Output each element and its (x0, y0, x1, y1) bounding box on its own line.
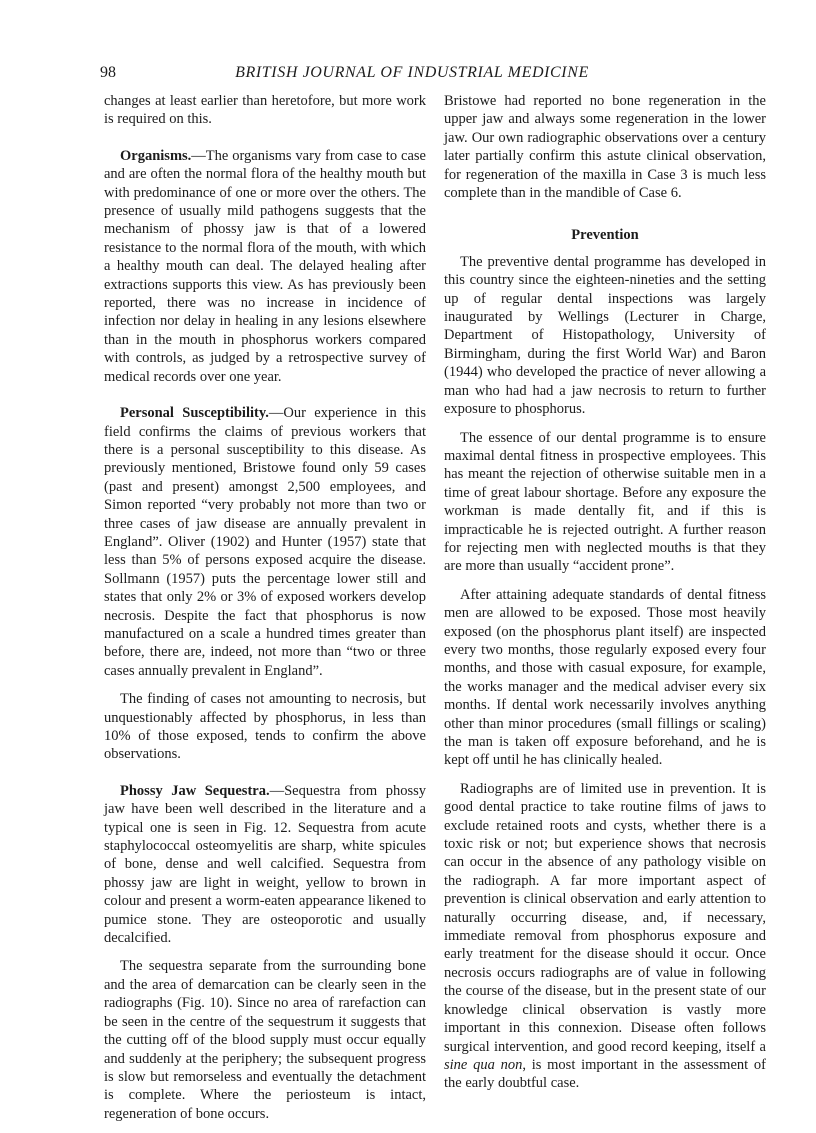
prevention-heading: Prevention (571, 227, 639, 244)
sequestra-heading: Phossy Jaw Sequestra. (120, 782, 270, 799)
paragraph-finding: The finding of cases not amounting to necrosis, but unquestionably affected by phosphorus, in less than 10% of those exposed, tends to confirm the above observations. (104, 691, 426, 763)
sequestra-text: —Sequestra from phossy jaw have been well described in the literature and a typical one is seen in Fig. 12. Sequestra from acute staphylococcal osteomyelitis are sharp, white spicules of bone, dense and well calcified. Sequestra from phossy jaw are light in weight, yellow to brown in colour and present a worm-eaten appearance likened to pumice stone. They are osteoporotic and usually decalcified. (104, 782, 426, 947)
paragraph-essence: The essence of our dental programme is to ensure maximal dental fitness in prospective employees. This has meant the rejection of otherwise suitable men in a time of great labour shortage. Before any exposure the workman is made dentally fit, and if this is impracticable he is rejected outright. A further reason for rejecting men with neglected mouths is that they are more than usually “accident prone”. (444, 429, 766, 575)
radiographs-text-start: Radiographs are of limited use in prevention. It is good dental practice to take routine films of jaws to exclude retained roots and cysts, whether there is a toxic risk or not; but experience shows that necrosis can occur in the absence of any pathology visible on the radiograph. A far more important aspect of prevention is clinical observation and early attention to naturally occurring disease, and, if necessary, immediate removal from phosphorus exposure and early treatment for the disease should it occur. Once necrosis occurs radiographs are of value in following the course of the disease, but in the present state of our knowledge clinical observation is vastly more important in this connexion. Disease often follows surgical intervention, and good record keeping, itself a (444, 780, 766, 1055)
paragraph-continuation: changes at least earlier than heretofore, but more work is required on this. (104, 93, 426, 128)
paragraph-radiographs (444, 780, 766, 1093)
running-header (100, 64, 724, 86)
paragraph-personal-susceptibility (104, 404, 426, 680)
organisms-heading: Organisms. (120, 147, 192, 164)
susceptibility-text: —Our experience in this field confirms the claims of previous workers that there is a personal susceptibility to this disease. As previously mentioned, Bristowe found only 59 cases (past and present) amongst 2,500 employees, and Simon reported “very probably not more than two or three cases of jaw disease are annually prevalent in England”. Oliver (1902) and Hunter (1957) state that less than 5% of persons exposed acquire the disease. Sollmann (1957) puts the percentage lower still and states that only 2% or 3% of exposed workers develop necrosis. Despite the fact that phosphorus is now manufactured on a scale a hundred times greater than before, there are, indeed, not more than “two or three cases annually prevalent in England”. (104, 405, 426, 679)
sine-qua-non-italic: sine qua non (444, 1056, 523, 1073)
paragraph-bristowe: Bristowe had reported no bone regeneration in the upper jaw and always some regeneration in the lower jaw. Our own radiographic observations over a century later partially confirm this astute clinical observation, for regeneration of the maxilla in Case 3 is much less complete than in the mandible of Case 6. (444, 93, 766, 202)
journal-title: BRITISH JOURNAL OF INDUSTRIAL MEDICINE (235, 64, 589, 81)
radiographs-text-end: , is most important in the assessment of the early doubtful case. (444, 1056, 766, 1092)
paragraph-programme: The preventive dental programme has developed in this country since the eighteen-nineties and the setting up of regular dental inspections was largely inaugurated by Wellings (Lecturer in Charge, Department of Histopathology, University of Birmingham, during the first World War) and Baron (1944) who developed the practice of never allowing a man who had had a jaw necrosis to return to further exposure to phosphorus. (444, 253, 766, 418)
page-number: 98 (100, 64, 116, 81)
susceptibility-heading: Personal Susceptibility. (120, 405, 269, 422)
paragraph-organisms (104, 147, 426, 386)
paragraph-sequestra-separate: The sequestra separate from the surrounding bone and the area of demarcation can be clearly seen in the radiographs (Fig. 10). Since no area of rarefaction can be seen in the centre of the sequestrum it suggests that the cutting off of the blood supply must occur equally and suddenly at the periphery; the subsequent progress is slow but remorseless and eventually the detachment is complete. Where the periosteum is intact, regeneration of bone occurs. (104, 958, 426, 1122)
right-column (444, 92, 766, 1103)
organisms-text: —The organisms vary from case to case and are often the normal flora of the healthy mouth but with predominance of one or more over the others. The presence of usually mild pathogens suggests that the mechanism of phossy jaw is that of a lowered resistance to the normal flora of the mouth, with which a healthy mouth can deal. The delayed healing after extractions supports this view. As has previously been reported, there was no increase in incidence of infection nor delay in healing in any lesions elsewhere than in the mouth in phosphorus workers compared with controls, as judged by a retrospective survey of medical records over one year. (104, 147, 426, 385)
left-column (104, 92, 426, 1133)
paragraph-attaining: After attaining adequate standards of dental fitness men are allowed to be exposed. Those most heavily exposed (on the phosphorus plant itself) are inspected every two months, those regularly exposed every four months, and those with casual exposure, for example, the works manager and the medical adviser every six months. If dental work necessarily involves anything other than minor procedures (small fillings or scaling) the man is taken off exposure beforehand, and he is kept off until he has clinically healed. (444, 586, 766, 769)
paragraph-phossy-jaw-sequestra (104, 782, 426, 948)
